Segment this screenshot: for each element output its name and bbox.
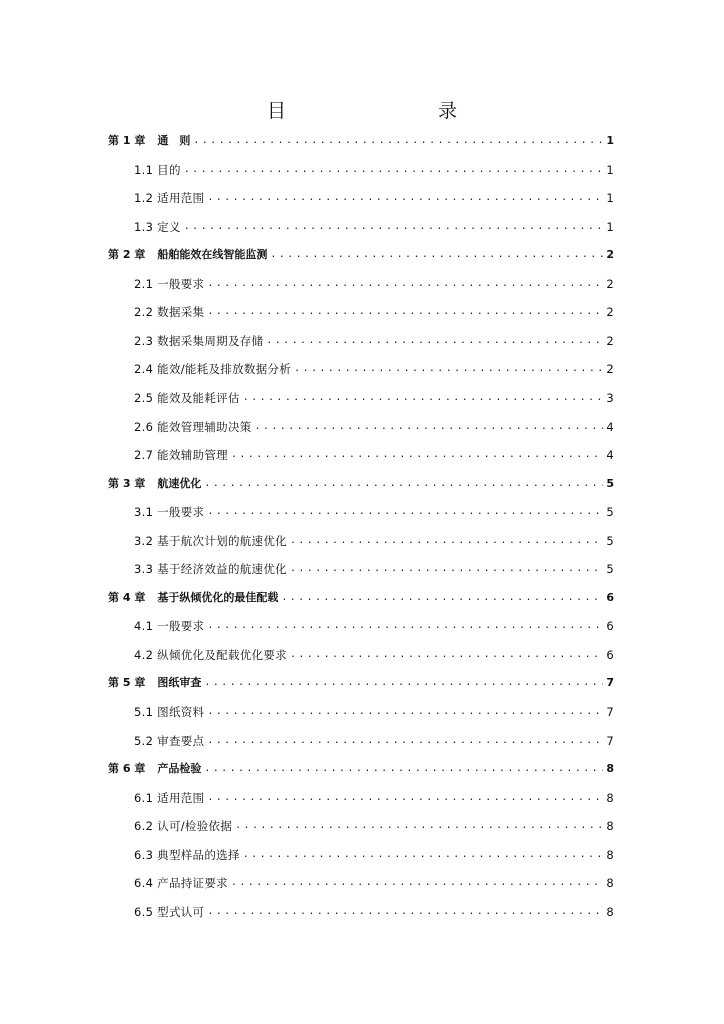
toc-entry-label	[108, 477, 204, 491]
page-number: 2	[606, 276, 614, 291]
chapter-title: 船舶能效在线智能监测	[157, 248, 268, 262]
dot-leader	[207, 705, 603, 719]
toc-section-entry[interactable]	[134, 642, 614, 662]
page-number: 5	[606, 562, 614, 577]
dot-leader	[207, 619, 603, 633]
dot-leader	[290, 534, 603, 548]
chapter-number: 第 4 章	[108, 590, 146, 604]
toc-entry-label: 5.2 审查要点	[134, 733, 205, 748]
toc-entry-label: 2.7 能效辅助管理	[134, 448, 228, 463]
toc-chapter-entry[interactable]	[108, 670, 614, 690]
dot-leader	[235, 819, 603, 833]
chapter-title: 基于纵倾优化的最佳配载	[157, 590, 279, 604]
toc-section-entry[interactable]	[134, 613, 614, 633]
toc-section-entry[interactable]	[134, 699, 614, 719]
chapter-number: 第 6 章	[108, 762, 146, 776]
toc-entry-label: 5.1 图纸资料	[134, 705, 205, 719]
toc-title: 目 录	[266, 100, 495, 122]
toc-entry-label: 4.2 纵倾优化及配载优化要求	[134, 647, 287, 662]
dot-leader	[193, 134, 603, 148]
page-number: 1	[606, 162, 614, 177]
dot-leader	[290, 648, 603, 662]
toc-section-entry[interactable]	[134, 556, 614, 576]
toc-entry-label: 3.3 基于经济效益的航速优化	[134, 562, 287, 577]
toc-entry-label: 3.2 基于航次计划的航速优化	[134, 533, 287, 548]
page-number: 8	[606, 876, 614, 891]
toc-entry-label: 6.3 典型样品的选择	[134, 847, 240, 862]
toc-entry-label: 2.5 能效及能耗评估	[134, 390, 240, 405]
toc-entry-label: 1.2 适用范围	[134, 191, 205, 206]
page-number: 6	[606, 590, 614, 604]
dot-leader	[243, 391, 604, 405]
toc-section-entry[interactable]	[134, 870, 614, 890]
toc-section-entry[interactable]	[134, 499, 614, 519]
dot-leader	[184, 220, 604, 234]
page-number: 1	[606, 191, 614, 206]
page-number: 8	[606, 790, 614, 805]
chapter-title: 产品检验	[157, 762, 202, 776]
dot-leader	[204, 676, 603, 690]
toc-chapter-entry[interactable]	[108, 242, 614, 262]
toc-section-entry[interactable]	[134, 785, 614, 805]
toc-entry-label: 2.3 数据采集周期及存储	[134, 333, 264, 348]
dot-leader	[204, 762, 603, 776]
dot-leader	[294, 362, 603, 376]
page-number: 2	[606, 305, 614, 320]
chapter-number: 第 2 章	[108, 248, 146, 262]
page-number: 5	[606, 533, 614, 548]
dot-leader	[207, 191, 603, 205]
toc-entry-label: 2.1 一般要求	[134, 276, 205, 291]
toc-chapter-entry[interactable]	[108, 471, 614, 491]
page-number: 7	[606, 705, 614, 719]
toc-entry-label	[108, 248, 270, 262]
toc-entry-label: 6.4 产品持证要求	[134, 876, 228, 891]
dot-leader	[207, 734, 603, 748]
dot-leader	[231, 876, 603, 890]
dot-leader	[290, 562, 603, 576]
dot-leader	[207, 791, 603, 805]
page-number: 1	[606, 219, 614, 234]
page-number: 5	[606, 476, 614, 490]
page-number: 5	[606, 505, 614, 520]
toc-section-entry[interactable]	[134, 356, 614, 376]
dot-leader	[207, 505, 603, 519]
toc-entry-label: 3.1 一般要求	[134, 505, 205, 520]
page-number: 1	[606, 134, 614, 147]
page-number: 2	[606, 248, 614, 262]
toc-entry-label	[108, 591, 281, 605]
toc-section-entry[interactable]	[134, 328, 614, 348]
page-number: 8	[606, 762, 614, 776]
toc-entry-label: 4.1 一般要求	[134, 619, 205, 634]
dot-leader	[266, 334, 603, 348]
toc-section-entry[interactable]	[134, 899, 614, 919]
toc-entry-label	[108, 134, 193, 148]
page-number: 7	[606, 676, 614, 690]
page-number: 6	[606, 647, 614, 662]
toc-section-entry[interactable]	[134, 214, 614, 234]
toc-chapter-entry[interactable]	[108, 128, 614, 148]
toc-section-entry[interactable]	[134, 185, 614, 205]
toc-section-entry[interactable]	[134, 442, 614, 462]
page-number: 8	[606, 847, 614, 862]
dot-leader	[184, 163, 604, 177]
toc-entry-label	[108, 676, 204, 690]
toc-section-entry[interactable]	[134, 157, 614, 177]
chapter-number: 第 5 章	[108, 676, 146, 690]
page-number: 7	[606, 733, 614, 748]
page-number: 4	[606, 419, 614, 434]
toc-entry-label	[108, 762, 204, 776]
chapter-title: 航速优化	[157, 476, 202, 490]
page-number: 2	[606, 362, 614, 377]
toc-entry-label: 6.2 认可/检验依据	[134, 819, 233, 834]
dot-leader	[207, 305, 603, 319]
toc-section-entry[interactable]	[134, 271, 614, 291]
page-number: 8	[606, 819, 614, 834]
toc-entry-label: 2.4 能效/能耗及排放数据分析	[134, 362, 292, 377]
toc-section-entry[interactable]	[134, 299, 614, 319]
dot-leader	[231, 448, 603, 462]
toc-section-entry[interactable]	[134, 385, 614, 405]
toc-section-entry[interactable]	[134, 842, 614, 862]
dot-leader	[243, 848, 604, 862]
dot-leader	[204, 477, 603, 491]
dot-leader	[281, 591, 603, 605]
dot-leader	[255, 420, 604, 434]
toc-entry-label: 2.6 能效管理辅助决策	[134, 419, 252, 434]
toc-entry-label: 2.2 数据采集	[134, 305, 205, 320]
toc-section-entry[interactable]	[134, 813, 614, 833]
page-number: 3	[606, 390, 614, 405]
chapter-title: 通 则	[157, 134, 191, 147]
toc-chapter-entry[interactable]	[108, 756, 614, 776]
toc-entry-label: 6.1 适用范围	[134, 790, 205, 805]
dot-leader	[207, 277, 603, 291]
toc-section-entry[interactable]	[134, 414, 614, 434]
toc-entry-label: 1.3 定义	[134, 219, 181, 234]
page-number: 6	[606, 619, 614, 634]
page-number: 8	[606, 904, 614, 919]
chapter-number: 第 3 章	[108, 476, 146, 490]
toc-entry-label: 6.5 型式认可	[134, 904, 205, 919]
page-number: 4	[606, 448, 614, 463]
toc-entry-label: 1.1 目的	[134, 162, 181, 177]
dot-leader	[270, 248, 603, 262]
toc-chapter-entry[interactable]	[108, 585, 614, 605]
dot-leader	[207, 905, 603, 919]
page-number: 2	[606, 333, 614, 348]
chapter-title: 图纸审查	[157, 676, 202, 690]
toc-section-entry[interactable]	[134, 728, 614, 748]
toc-section-entry[interactable]	[134, 528, 614, 548]
chapter-number: 第 1 章	[108, 134, 146, 147]
